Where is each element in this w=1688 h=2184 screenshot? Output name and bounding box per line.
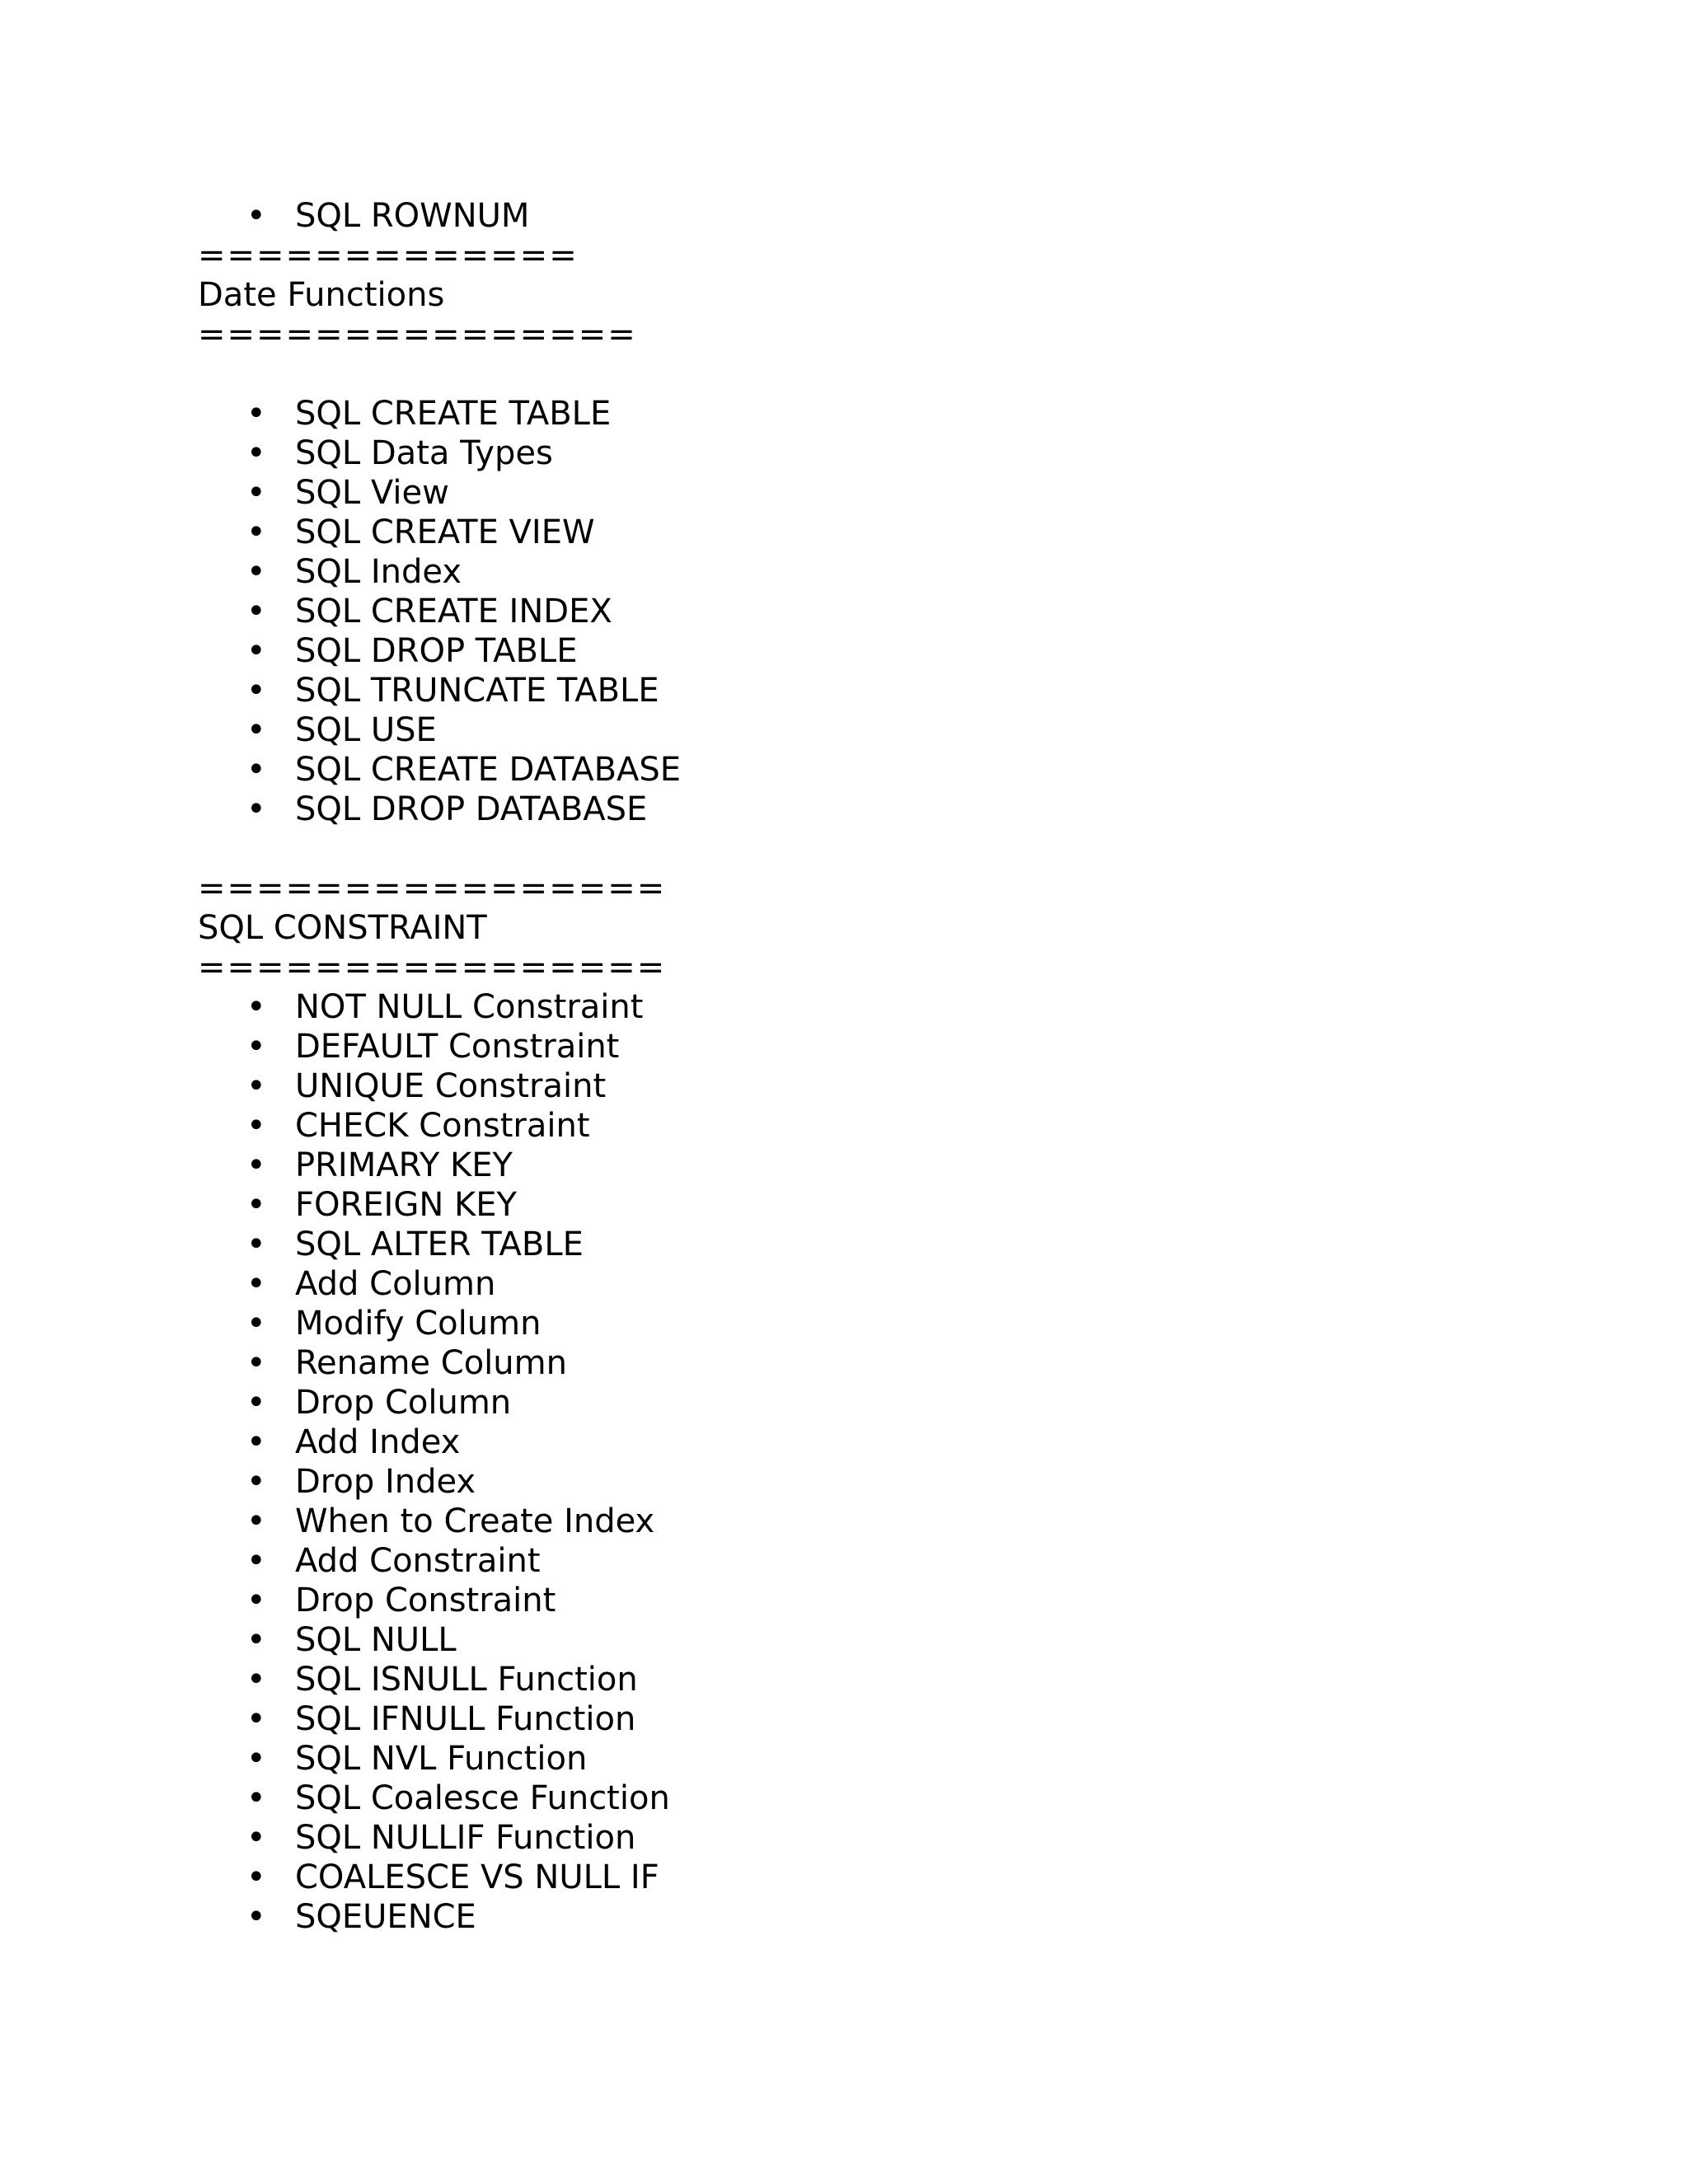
- bullet-icon: •: [246, 1621, 266, 1659]
- bullet-icon: •: [246, 1384, 266, 1422]
- bullet-icon: •: [246, 672, 266, 710]
- list-item-text: SQL View: [295, 474, 449, 512]
- bullet-icon: •: [246, 1146, 266, 1184]
- bullet-icon: •: [246, 1305, 266, 1343]
- list-item-text: SQL ALTER TABLE: [295, 1226, 584, 1263]
- section-heading: Date Functions: [198, 276, 445, 314]
- list-item-text: DEFAULT Constraint: [295, 1028, 620, 1066]
- bullet-icon: •: [246, 593, 266, 630]
- list-item-text: SQEUENCE: [295, 1898, 476, 1936]
- list-item-text: SQL ISNULL Function: [295, 1661, 638, 1699]
- bullet-icon: •: [246, 1463, 266, 1501]
- list-item-text: SQL CREATE DATABASE: [295, 751, 682, 789]
- separator-line: ================: [198, 949, 667, 987]
- list-item-text: PRIMARY KEY: [295, 1146, 513, 1184]
- bullet-icon: •: [246, 395, 266, 433]
- list-item-text: SQL Coalesce Function: [295, 1779, 670, 1817]
- bullet-icon: •: [246, 1265, 266, 1303]
- list-item-text: SQL TRUNCATE TABLE: [295, 672, 659, 710]
- bullet-icon: •: [246, 1700, 266, 1738]
- list-item-text: SQL CREATE TABLE: [295, 395, 612, 433]
- bullet-icon: •: [246, 1740, 266, 1778]
- bullet-icon: •: [246, 988, 266, 1026]
- separator-line: =============: [198, 237, 579, 274]
- section-heading: SQL CONSTRAINT: [198, 909, 487, 947]
- bullet-icon: •: [246, 711, 266, 749]
- list-item-text: SQL ROWNUM: [295, 197, 530, 235]
- bullet-icon: •: [246, 1898, 266, 1936]
- bullet-icon: •: [246, 1226, 266, 1263]
- bullet-icon: •: [246, 1067, 266, 1105]
- list-item-text: SQL DROP DATABASE: [295, 790, 648, 828]
- bullet-icon: •: [246, 1661, 266, 1699]
- separator-line: ================: [198, 869, 667, 907]
- bullet-icon: •: [246, 553, 266, 591]
- list-item-text: SQL CREATE INDEX: [295, 593, 612, 630]
- bullet-icon: •: [246, 632, 266, 670]
- list-item-text: SQL USE: [295, 711, 437, 749]
- bullet-icon: •: [246, 1423, 266, 1461]
- bullet-icon: •: [246, 1819, 266, 1857]
- list-item-text: CHECK Constraint: [295, 1107, 590, 1145]
- list-item-text: Add Index: [295, 1423, 461, 1461]
- list-item-text: SQL IFNULL Function: [295, 1700, 636, 1738]
- list-item-text: Add Column: [295, 1265, 496, 1303]
- bullet-icon: •: [246, 1028, 266, 1066]
- list-item-text: Modify Column: [295, 1305, 542, 1343]
- list-item-text: Rename Column: [295, 1344, 567, 1382]
- list-item-text: SQL Index: [295, 553, 462, 591]
- bullet-icon: •: [246, 474, 266, 512]
- list-item-text: Add Constraint: [295, 1542, 541, 1580]
- bullet-icon: •: [246, 1344, 266, 1382]
- list-item-text: COALESCE VS NULL IF: [295, 1858, 659, 1896]
- list-item-text: SQL CREATE VIEW: [295, 513, 595, 551]
- list-item-text: SQL NVL Function: [295, 1740, 588, 1778]
- bullet-icon: •: [246, 197, 266, 235]
- bullet-icon: •: [246, 1502, 266, 1540]
- bullet-icon: •: [246, 1858, 266, 1896]
- list-item-text: Drop Column: [295, 1384, 512, 1422]
- list-item-text: SQL DROP TABLE: [295, 632, 578, 670]
- bullet-icon: •: [246, 434, 266, 472]
- list-item-text: SQL NULLIF Function: [295, 1819, 636, 1857]
- list-item-text: Drop Constraint: [295, 1582, 556, 1619]
- bullet-icon: •: [246, 1542, 266, 1580]
- bullet-icon: •: [246, 1779, 266, 1817]
- bullet-icon: •: [246, 1582, 266, 1619]
- list-item-text: NOT NULL Constraint: [295, 988, 644, 1026]
- list-item-text: UNIQUE Constraint: [295, 1067, 607, 1105]
- bullet-icon: •: [246, 1186, 266, 1224]
- list-item-text: Drop Index: [295, 1463, 476, 1501]
- list-item-text: SQL NULL: [295, 1621, 457, 1659]
- separator-line: ===============: [198, 316, 637, 354]
- bullet-icon: •: [246, 513, 266, 551]
- bullet-icon: •: [246, 790, 266, 828]
- bullet-icon: •: [246, 751, 266, 789]
- bullet-icon: •: [246, 1107, 266, 1145]
- list-item-text: When to Create Index: [295, 1502, 655, 1540]
- list-item-text: SQL Data Types: [295, 434, 553, 472]
- list-item-text: FOREIGN KEY: [295, 1186, 517, 1224]
